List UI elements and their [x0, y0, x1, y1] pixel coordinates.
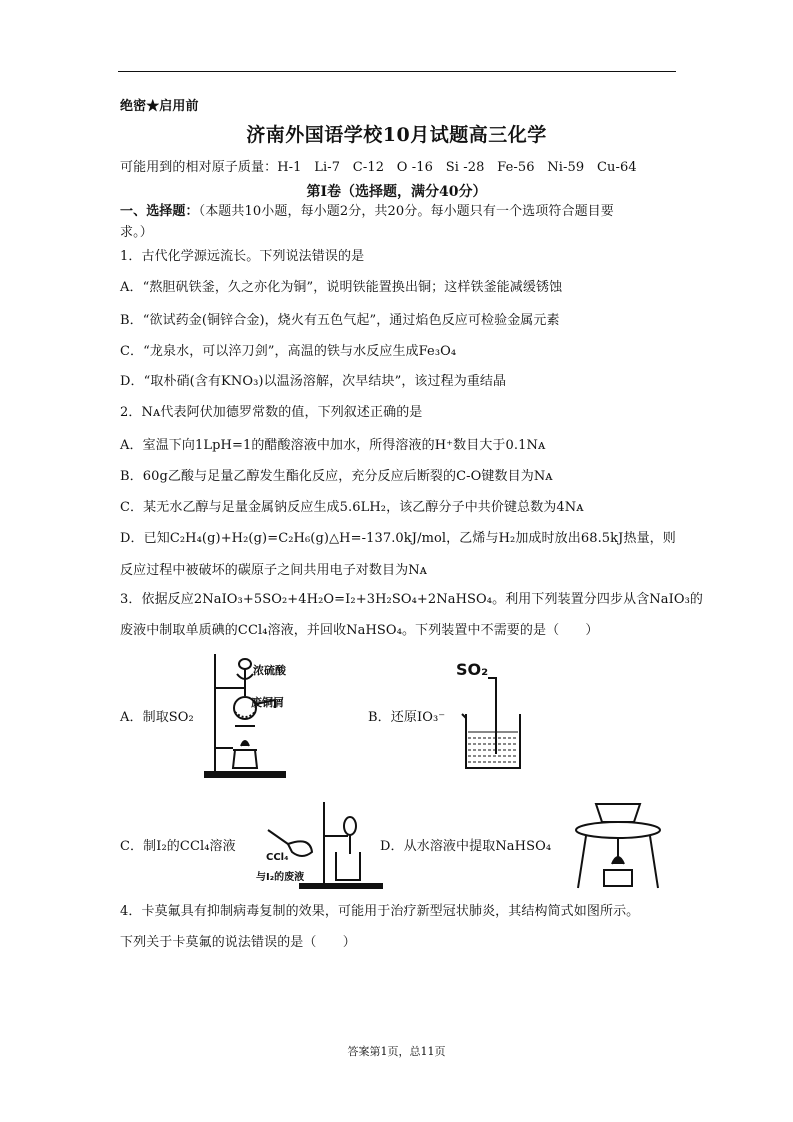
figure-separatory-funnel	[252, 800, 384, 890]
header-rule	[118, 71, 676, 72]
figure-so2-generator	[203, 650, 323, 780]
part1-instruction-cont: 求。）	[120, 225, 153, 240]
fig-label-ccl4: CCl₄	[266, 852, 289, 863]
q1-stem: 1．古代化学源远流长。下列说法错误的是	[120, 249, 365, 264]
atomic-masses-label: 可能用到的相对原子质量：	[120, 160, 278, 175]
fig-label-waste-liquid: 与I₂的废液	[256, 872, 305, 883]
q2-option-d: D．已知C₂H₄(g)+H₂(g)=C₂H₆(g)△H=-137.0kJ/mol，乙烯与H₂加成时放出68.5kJ热量，则	[120, 531, 676, 546]
figure-so2-beaker	[452, 660, 532, 775]
figure-evaporating-dish	[572, 800, 664, 892]
q3-option-c: C．制I₂的CCl₄溶液	[120, 839, 236, 854]
mass-item: Ni-59	[547, 160, 585, 175]
q3-option-d: D．从水溶液中提取NaHSO₄	[380, 839, 552, 854]
q3-option-a: A．制取SO₂	[120, 710, 194, 725]
section-title: 第Ⅰ卷（选择题，满分40分）	[306, 184, 487, 200]
secret-label: 绝密★启用前	[120, 99, 199, 114]
q1-option-a: A．“熬胆矾铁釜，久之亦化为铜”，说明铁能置换出铜；这样铁釜能减缓锈蚀	[120, 280, 563, 295]
q4-stem: 4．卡莫氟具有抑制病毒复制的效果，可能用于治疗新型冠状肺炎，其结构简式如图所示。	[120, 904, 640, 919]
fig-label-copper-scrap: 废铜屑	[251, 696, 284, 709]
page-footer: 答案第1页，总11页	[347, 1045, 446, 1058]
q3-option-b: B．还原IO₃⁻	[368, 710, 446, 725]
fig-label-so2: SO₂	[456, 660, 489, 679]
q2-option-d-cont: 反应过程中被破坏的碳原子之间共用电子对数目为Nᴀ	[120, 563, 428, 578]
atomic-masses	[120, 159, 637, 177]
q1-option-c: C．“龙泉水，可以淬刀剑”，高温的铁与水反应生成Fe₃O₄	[120, 344, 457, 359]
fig-label-conc-sulfuric: 浓硫酸	[253, 664, 286, 677]
mass-item: Fe-56	[497, 160, 535, 175]
q2-option-b: B．60g乙酸与足量乙醇发生酯化反应，充分反应后断裂的C-O键数目为Nᴀ	[120, 469, 553, 484]
mass-item: C-12	[352, 160, 385, 175]
page-title: 济南外国语学校10月试题高三化学	[246, 124, 547, 146]
q4-stem-cont: 下列关于卡莫氟的说法错误的是（ ）	[120, 935, 356, 950]
mass-item: H-1	[277, 160, 302, 175]
mass-item: Cu-64	[596, 160, 637, 175]
q2-stem: 2．Nᴀ代表阿伏加德罗常数的值，下列叙述正确的是	[120, 405, 423, 420]
q2-option-a: A．室温下向1LpH=1的醋酸溶液中加水，所得溶液的H⁺数目大于0.1Nᴀ	[120, 438, 546, 453]
q2-option-c: C．某无水乙醇与足量金属钠反应生成5.6LH₂，该乙醇分子中共价键总数为4Nᴀ	[120, 500, 584, 515]
part1-instruction	[120, 203, 614, 221]
part1-head: 一、选择题：	[120, 204, 199, 219]
q3-stem: 3．依据反应2NaIO₃+5SO₂+4H₂O=I₂+3H₂SO₄+2NaHSO₄。利用下列装置分四步从含NaIO₃的	[120, 592, 704, 607]
part1-instruction-text: （本题共10小题，每小题2分，共20分。每小题只有一个选项符合题目要	[198, 204, 614, 219]
mass-item: O -16	[396, 160, 434, 175]
q3-stem-cont: 废液中制取单质碘的CCl₄溶液，并回收NaHSO₄。下列装置中不需要的是（ ）	[120, 623, 599, 638]
mass-item: Si -28	[445, 160, 485, 175]
q1-option-b: B．“欲试药金(铜锌合金)，烧火有五色气起”，通过焰色反应可检验金属元素	[120, 313, 560, 328]
q1-option-d: D．“取朴硝(含有KNO₃)以温汤溶解，次早结块”，该过程为重结晶	[120, 374, 507, 389]
mass-item: Li-7	[314, 160, 341, 175]
